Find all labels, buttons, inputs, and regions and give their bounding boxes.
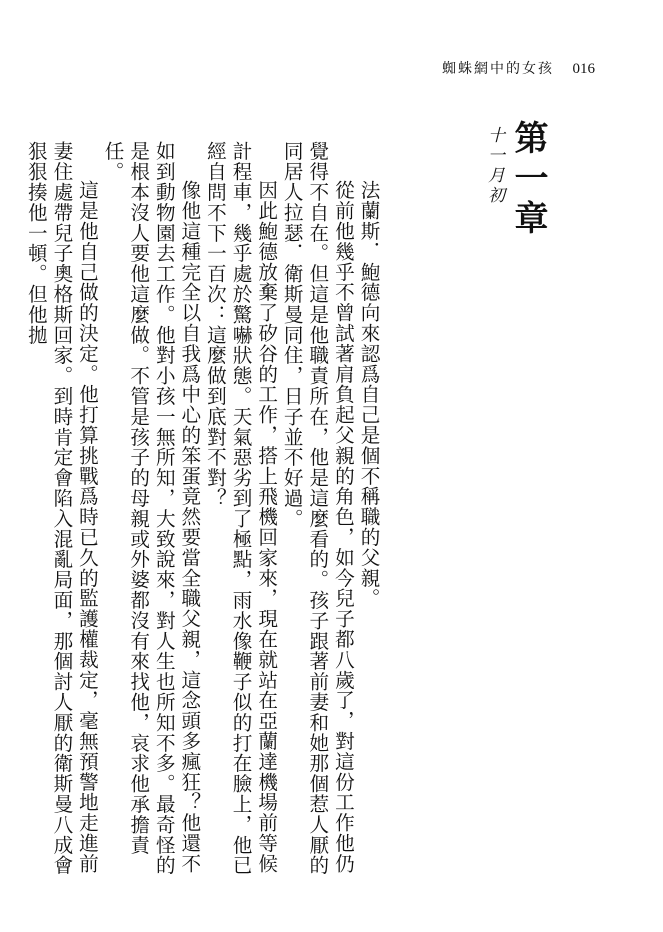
chapter-title: 第一章: [508, 120, 548, 240]
paragraph-1: 法蘭斯．鮑德向來認爲自己是個不稱職的父親。: [357, 180, 380, 609]
book-title: 蜘蛛網中的女孩: [442, 61, 555, 77]
paragraph-3: 因此鮑德放棄了矽谷的工作，搭上飛機回家來，現在就站在亞蘭達機場前等候計程車，幾乎處於驚嚇狀態。天氣惡劣到了極點，雨水像鞭子似的打在臉上，他已經自問不下一百次：這麼做到底對不對？: [203, 141, 278, 876]
body-text: [23, 141, 381, 886]
paragraph-2: 從前他幾乎不曾試著肩負起父親的角色，如今兒子都八歲了，對這份工作他仍覺得不自在。但這是他職責所在，他是這麼看的。孩子跟著前妻和她那個惹人厭的同居人拉瑟．衛斯曼同住，日子並不好過。: [280, 141, 355, 876]
page-number: 016: [572, 61, 595, 77]
paragraph-5: 這是他自己做的決定。他打算挑戰爲時已久的監護權裁定，毫無預警地走進前妻住處帶兒子奧格斯回家。到時肯定會陷入混亂局面，那個討人厭的衛斯曼八成會狠狠揍他一頓。但他拋: [24, 141, 99, 876]
chapter-date: 十一月初: [484, 126, 504, 206]
running-header: [442, 58, 595, 78]
paragraph-4: 像他這種完全以自我爲中心的笨蛋竟然要當全職父親，這念頭多瘋狂？他還不如到動物園去工作。他對小孩一無所知，大致說來，對人生也所知不多。最奇怪的是根本沒人要他這麼做。不管是孩子的母親或外婆都沒有來找他，哀求他承擔責任。: [101, 141, 201, 876]
